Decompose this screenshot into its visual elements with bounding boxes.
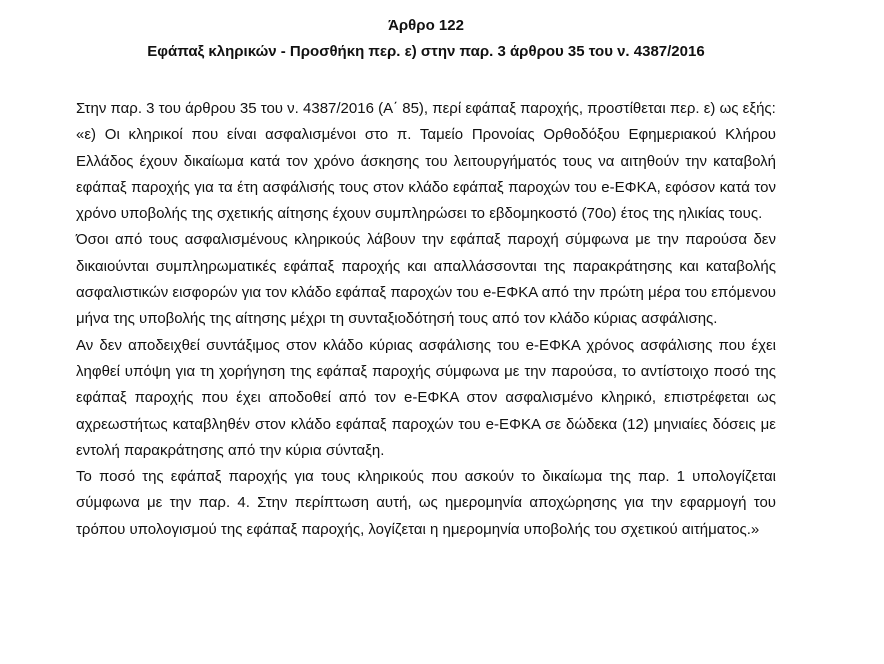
document-page (76, 13, 776, 543)
provision-paragraph-3: Αν δεν αποδειχθεί συντάξιμος στον κλάδο κύριας ασφάλισης του e-ΕΦΚΑ χρόνος ασφάλισης που έχει ληφθεί υπόψη για τη χορήγηση της εφάπαξ παροχής σύμφωνα με την παρούσα, το αντίστοιχο ποσό της εφάπαξ παροχής που έχει αποδοθεί από τον e-ΕΦΚΑ στον ασφαλισμένο κληρικό, επιστρέφεται ως αχρεωστήτως καταβληθέν στον κλάδο εφάπαξ παροχών του e-ΕΦΚΑ σε δώδεκα (12) μηνιαίες δόσεις με εντολή παρακράτησης από την κύρια σύνταξη. (76, 336, 776, 459)
inserted-provision (76, 122, 776, 543)
article-subtitle: Εφάπαξ κληρικών - Προσθήκη περ. ε) στην παρ. 3 άρθρου 35 του ν. 4387/2016 (147, 43, 705, 60)
article-title: Άρθρο 122 (388, 17, 464, 34)
provision-paragraph-2: Όσοι από τους ασφαλισμένους κληρικούς λάβουν την εφάπαξ παροχή σύμφωνα με την παρούσα δεν δικαιούνται συμπληρωματικές εφάπαξ παροχής και απαλλάσσονται της παρακράτησης και καταβολής ασφαλιστικών εισφορών για τον κλάδο εφάπαξ παροχών του e-ΕΦΚΑ από την πρώτη μέρα του επόμενου μήνα της υποβολής της αίτησης μέχρι τη συνταξιοδότησή τους από τον κλάδο κύριας ασφάλισης. (76, 231, 776, 328)
provision-paragraph-4: Το ποσό της εφάπαξ παροχής για τους κληρικούς που ασκούν το δικαίωμα της παρ. 1 υπολογίζεται σύμφωνα με την παρ. 4. Στην περίπτωση αυτή, ως ημερομηνία αποχώρησης για την εφαρμογή του τρόπου υπολογισμού της εφάπαξ παροχής, λογίζεται η ημερομηνία υποβολής του σχετικού αιτήματος.» (76, 468, 776, 538)
provision-paragraph-1: «ε) Οι κληρικοί που είναι ασφαλισμένοι στο π. Ταμείο Προνοίας Ορθοδόξου Εφημεριακού Κλήρου Ελλάδος έχουν δικαίωμα κατά τον χρόνο άσκησης του λειτουργήματός τους να αιτηθούν την καταβολή εφάπαξ παροχής για τα έτη ασφάλισής τους στον κλάδο εφάπαξ παροχών του e-ΕΦΚΑ, εφόσον κατά τον χρόνο υποβολής της σχετικής αίτησης έχουν συμπληρώσει το εβδομηκοστό (70ο) έτος της ηλικίας τους. (76, 126, 776, 223)
intro-paragraph: Στην παρ. 3 του άρθρου 35 του ν. 4387/2016 (Α΄ 85), περί εφάπαξ παροχής, προστίθεται περ. ε) ως εξής: (76, 100, 776, 117)
article-body (76, 96, 776, 543)
